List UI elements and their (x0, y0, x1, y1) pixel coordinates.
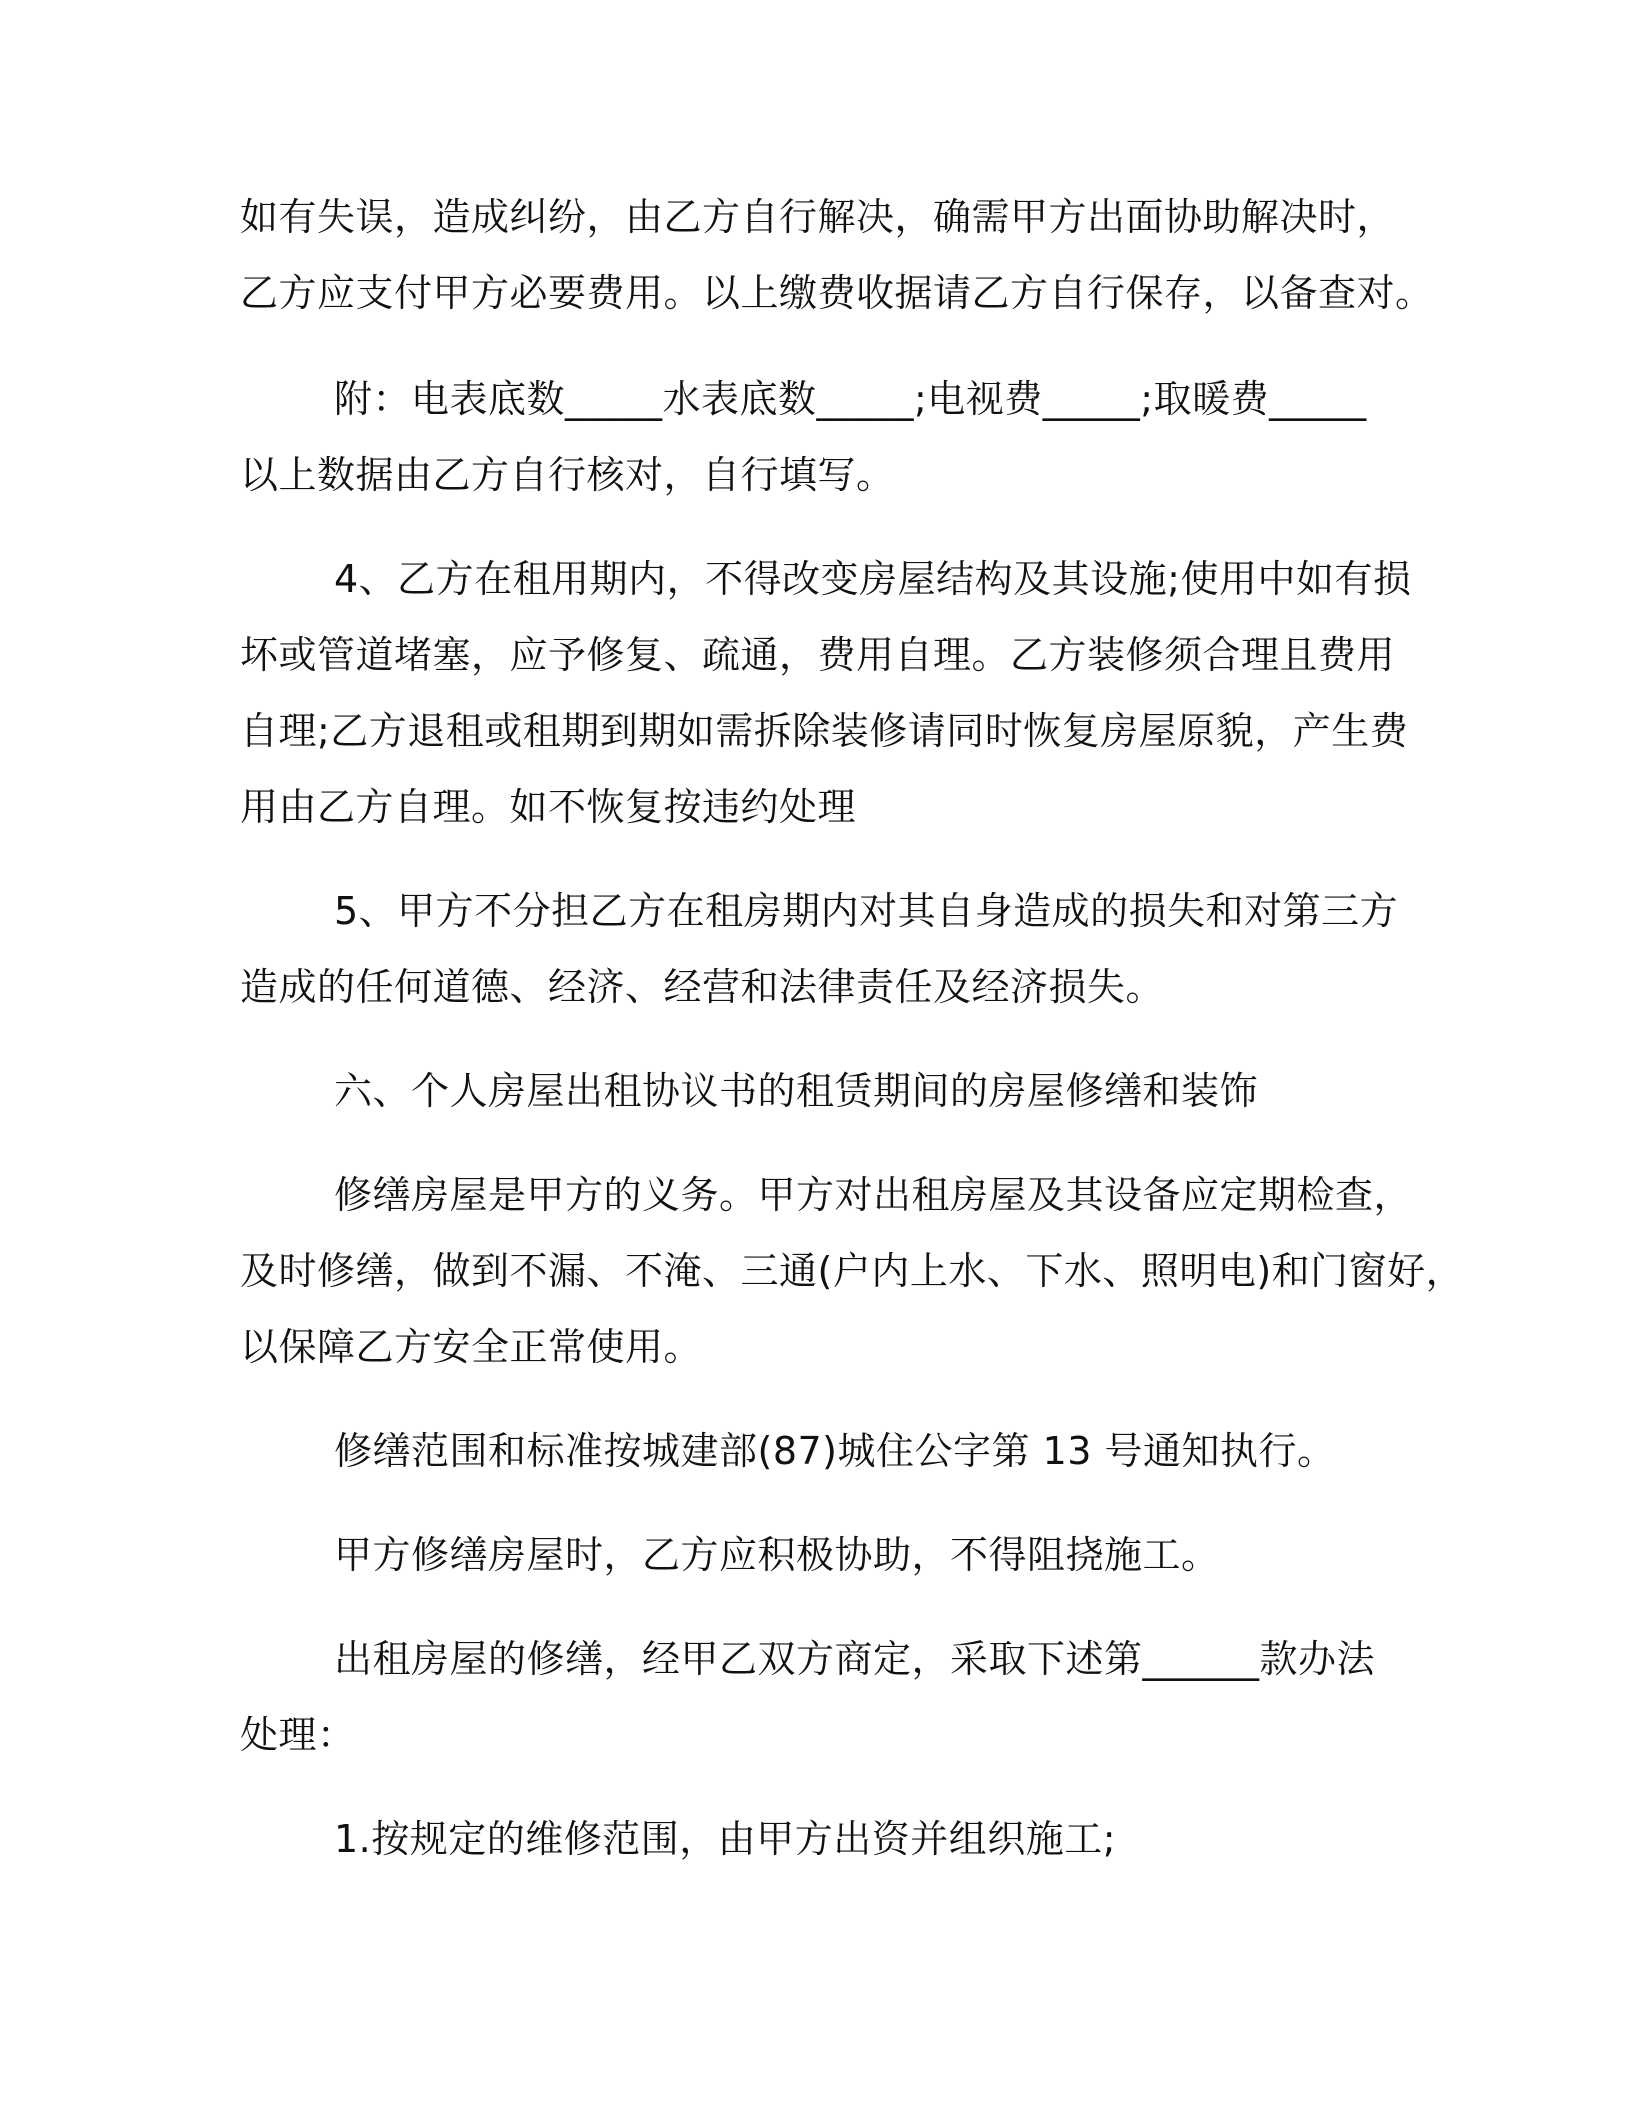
paragraph-line: 乙方应支付甲方必要费用。以上缴费收据请乙方自行保存，以备查对。 (240, 271, 1434, 315)
paragraph-line: 以保障乙方安全正常使用。 (240, 1325, 703, 1369)
paragraph-line: 以上数据由乙方自行核对，自行填写。 (240, 453, 895, 497)
paragraph-line: 甲方修缮房屋时，乙方应积极协助，不得阻挠施工。 (334, 1533, 1220, 1577)
paragraph-line: 处理： (240, 1713, 356, 1757)
paragraph-line: 出租房屋的修缮，经甲乙双方商定，采取下述第______款办法 (334, 1637, 1376, 1681)
paragraph-line: 附：电表底数_____水表底数_____;电视费_____;取暖费_____ (334, 377, 1367, 421)
paragraph-line: 4、乙方在租用期内，不得改变房屋结构及其设施;使用中如有损 (334, 557, 1412, 601)
paragraph-line: 造成的任何道德、经济、经营和法律责任及经济损失。 (240, 965, 1165, 1009)
paragraph-line: 修缮房屋是甲方的义务。甲方对出租房屋及其设备应定期检查， (334, 1173, 1413, 1217)
section-heading: 六、个人房屋出租协议书的租赁期间的房屋修缮和装饰 (334, 1069, 1259, 1113)
paragraph-line: 自理;乙方退租或租期到期如需拆除装修请同时恢复房屋原貌，产生费 (240, 709, 1409, 753)
paragraph-line: 1.按规定的维修范围，由甲方出资并组织施工; (334, 1817, 1117, 1861)
paragraph-line: 坏或管道堵塞，应予修复、疏通，费用自理。乙方装修须合理且费用 (240, 633, 1396, 677)
paragraph-line: 如有失误，造成纠纷，由乙方自行解决，确需甲方出面协助解决时， (240, 195, 1396, 239)
paragraph-line: 修缮范围和标准按城建部(87)城住公字第 13 号通知执行。 (334, 1429, 1336, 1473)
paragraph-line: 及时修缮，做到不漏、不淹、三通(户内上水、下水、照明电)和门窗好， (240, 1249, 1465, 1293)
paragraph-line: 5、甲方不分担乙方在租房期内对其自身造成的损失和对第三方 (334, 889, 1399, 933)
paragraph-line: 用由乙方自理。如不恢复按违约处理 (240, 785, 857, 829)
